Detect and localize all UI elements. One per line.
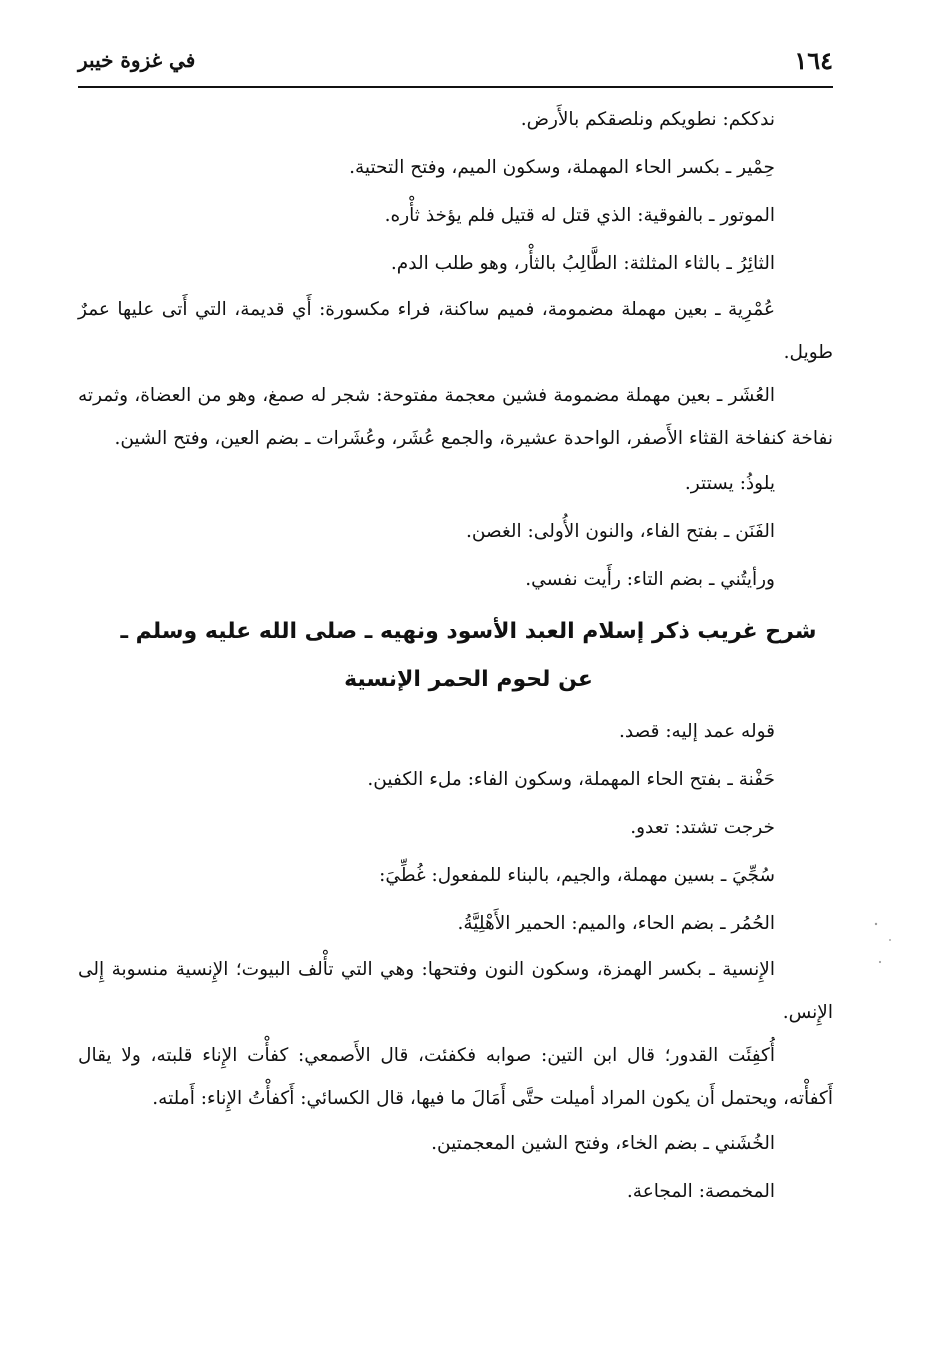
gloss-paragraph: المخمصة: المجاعة. bbox=[626, 1181, 775, 1202]
gloss-paragraph: الموتور ـ بالفوقية: الذي قتل له قتيل فلم يؤخذ ثأْره. bbox=[384, 205, 775, 226]
section-heading bbox=[78, 608, 833, 704]
gloss-paragraph: ورأيتُني ـ بضم التاء: رأَيت نفسي. bbox=[525, 569, 775, 590]
gloss-paragraph: الخُشَني ـ بضم الخاء، وفتح الشين المعجمتين. bbox=[431, 1133, 775, 1154]
gloss-paragraph: ندككم: نطويكم ونلصقكم بالأَرض. bbox=[520, 109, 775, 130]
gloss-paragraph: العُشَر ـ بعين مهملة مضمومة فشين معجمة مفتوحة: شجر له صمغ، وهو من العضاة، وثمرته نفاخة كنفاخة القثاء الأَصفر، الواحدة عشيرة، والجمع عُشَر، وعُشَرات ـ بضم العين، وفتح الشين. bbox=[78, 385, 833, 449]
gloss-paragraph: الحُمُر ـ بضم الحاء، والميم: الحمير الأَهْلِيَّةُ. bbox=[457, 913, 775, 934]
running-title: في غزوة خيبر bbox=[78, 48, 196, 72]
gloss-paragraph: حَفْنة ـ بفتح الحاء المهملة، وسكون الفاء: ملء الكفين. bbox=[367, 769, 775, 790]
scan-speck-marks bbox=[866, 918, 906, 978]
gloss-paragraph: سُجِّيَ ـ بسين مهملة، والجيم، بالبناء للمفعول: غُطِّيَ: bbox=[379, 865, 775, 886]
gloss-paragraph: الثائِرُ ـ بالثاء المثلثة: الطَّالِبُ بالثأْر، وهو طلب الدم. bbox=[390, 253, 775, 274]
page-body bbox=[78, 88, 833, 1216]
gloss-paragraph: حِمْير ـ بكسر الحاء المهملة، وسكون الميم، وفتح التحتية. bbox=[349, 157, 775, 178]
gloss-paragraph: يلوذُ: يستتر. bbox=[684, 473, 775, 494]
gloss-paragraph: الفَنَن ـ بفتح الفاء، والنون الأُولى: الغصن. bbox=[465, 521, 775, 542]
gloss-paragraph: عُمْرِية ـ بعين مهملة مضمومة، فميم ساكنة، فراء مكسورة: أَي قديمة، التي أَتى عليها عمرٌ طويل. bbox=[78, 299, 833, 363]
gloss-paragraph: الإِنسية ـ بكسر الهمزة، وسكون النون وفتحها: وهي التي تأْلف البيوت؛ الإِنسية منسوبة إِلى الإِنس. bbox=[78, 959, 833, 1023]
gloss-paragraph: خرجت تشتد: تعدو. bbox=[630, 817, 775, 838]
section-heading-line-2: عن لحوم الحمر الإنسية bbox=[344, 667, 593, 692]
gloss-paragraph: قوله عمد إليه: قصد. bbox=[618, 721, 775, 742]
running-header bbox=[78, 44, 833, 88]
gloss-paragraph: أُكفِئَت القدور؛ قال ابن التين: صوابه فكفئت، قال الأَصمعي: كفأْت الإِناء قلبته، ولا يقال أَكفأْته، ويحتمل أَن يكون المراد أميلت حتَّى أَمَالَ ما فيها، قال الكسائي: أَكفأْتُ الإِناء: أَملته. bbox=[78, 1045, 833, 1109]
book-page bbox=[78, 44, 833, 1329]
page-number: ١٦٤ bbox=[794, 46, 833, 75]
section-heading-line-1: شرح غريب ذكر إسلام العبد الأسود ونهيه ـ صلى الله عليه وسلم ـ bbox=[120, 619, 817, 644]
